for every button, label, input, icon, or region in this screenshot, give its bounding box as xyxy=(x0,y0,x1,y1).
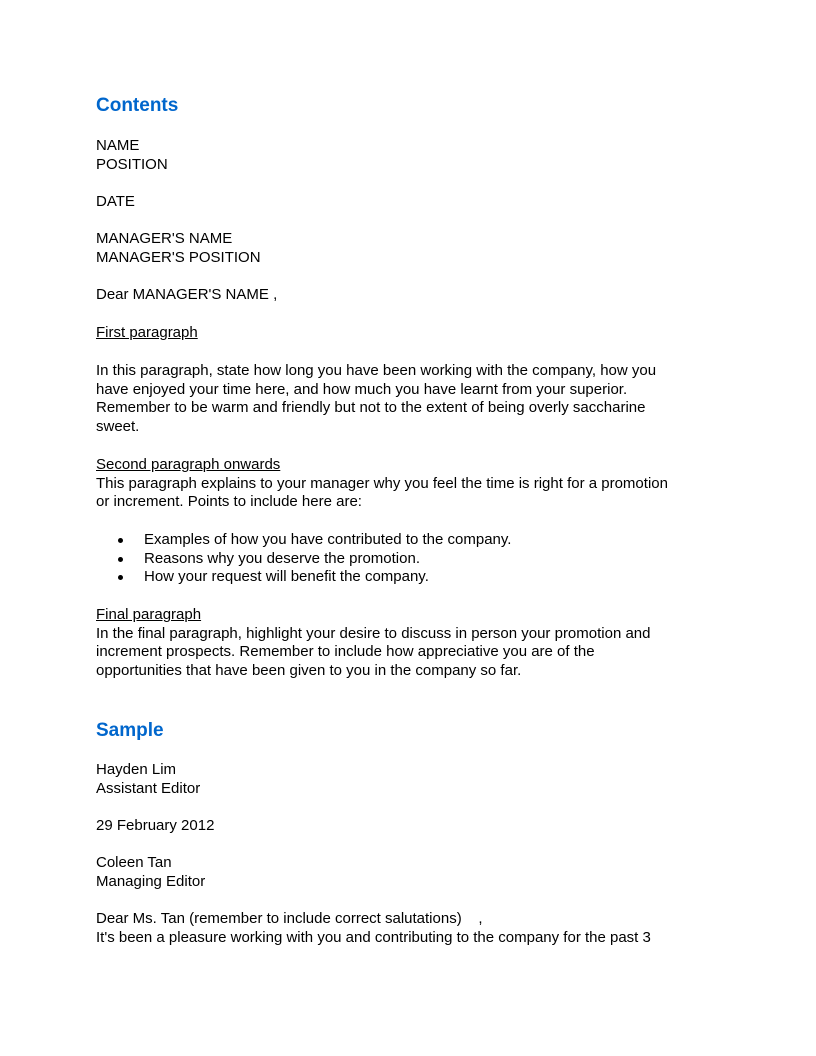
bullet-icon xyxy=(118,557,123,562)
second-paragraph-title: Second paragraph onwards xyxy=(96,456,281,473)
paragraph-line: or increment. Points to include here are: xyxy=(96,493,362,511)
paragraph-line: In this paragraph, state how long you have been working with the company, how you xyxy=(96,362,657,379)
list-item-text: Reasons why you deserve the promotion. xyxy=(144,549,420,567)
list-item xyxy=(96,568,696,587)
list-item xyxy=(96,531,696,550)
sender-name: NAME xyxy=(96,137,140,154)
sample-heading: Sample xyxy=(96,720,164,741)
sample-manager-name: Coleen Tan xyxy=(96,854,172,871)
list-item-text: Examples of how you have contributed to the company. xyxy=(144,531,512,548)
paragraph-line: In the final paragraph, highlight your desire to discuss in person your promotion and xyxy=(96,624,651,642)
contents-date-block xyxy=(96,193,696,212)
manager-name: MANAGER'S NAME xyxy=(96,230,233,247)
paragraph-line: Remember to be warm and friendly but not to the extent of being overly saccharine xyxy=(96,399,646,417)
bullet-icon xyxy=(118,575,123,580)
final-paragraph-title: Final paragraph xyxy=(96,606,202,623)
list-item-text: How your request will benefit the company. xyxy=(144,568,429,586)
sample-sender-name: Hayden Lim xyxy=(96,761,177,778)
first-paragraph-title-block xyxy=(96,324,696,343)
paragraph-line: increment prospects. Remember to include how appreciative you are of the xyxy=(96,643,595,661)
second-paragraph-block xyxy=(96,456,696,512)
sample-sender-position: Assistant Editor xyxy=(96,779,201,797)
points-list xyxy=(96,531,696,587)
contents-sender-block xyxy=(96,137,696,174)
final-paragraph-block xyxy=(96,606,696,681)
letter-date: DATE xyxy=(96,193,135,210)
paragraph-line: opportunities that have been given to you in the company so far. xyxy=(96,662,522,680)
manager-position: MANAGER'S POSITION xyxy=(96,248,261,266)
contents-heading: Contents xyxy=(96,95,179,116)
sample-opening-line: It's been a pleasure working with you and contributing to the company for the past 3 xyxy=(96,928,651,946)
sample-sender-block xyxy=(96,761,696,798)
paragraph-line: sweet. xyxy=(96,418,140,436)
sender-position: POSITION xyxy=(96,155,168,173)
paragraph-line: have enjoyed your time here, and how much you have learnt from your superior. xyxy=(96,380,628,398)
list-item xyxy=(96,550,696,569)
sample-manager-position: Managing Editor xyxy=(96,872,206,890)
sample-salutation: Dear Ms. Tan (remember to include correct salutations) , xyxy=(96,910,483,927)
sample-letter-start xyxy=(96,910,696,947)
salutation: Dear MANAGER'S NAME , xyxy=(96,286,278,303)
first-paragraph-body xyxy=(96,362,696,437)
sample-date-block xyxy=(96,817,696,836)
contents-salutation-block xyxy=(96,286,696,305)
contents-manager-block xyxy=(96,230,696,267)
first-paragraph-title: First paragraph xyxy=(96,324,198,341)
sample-date: 29 February 2012 xyxy=(96,817,215,834)
paragraph-line: This paragraph explains to your manager why you feel the time is right for a promotion xyxy=(96,474,668,492)
sample-manager-block xyxy=(96,854,696,891)
bullet-icon xyxy=(118,538,123,543)
